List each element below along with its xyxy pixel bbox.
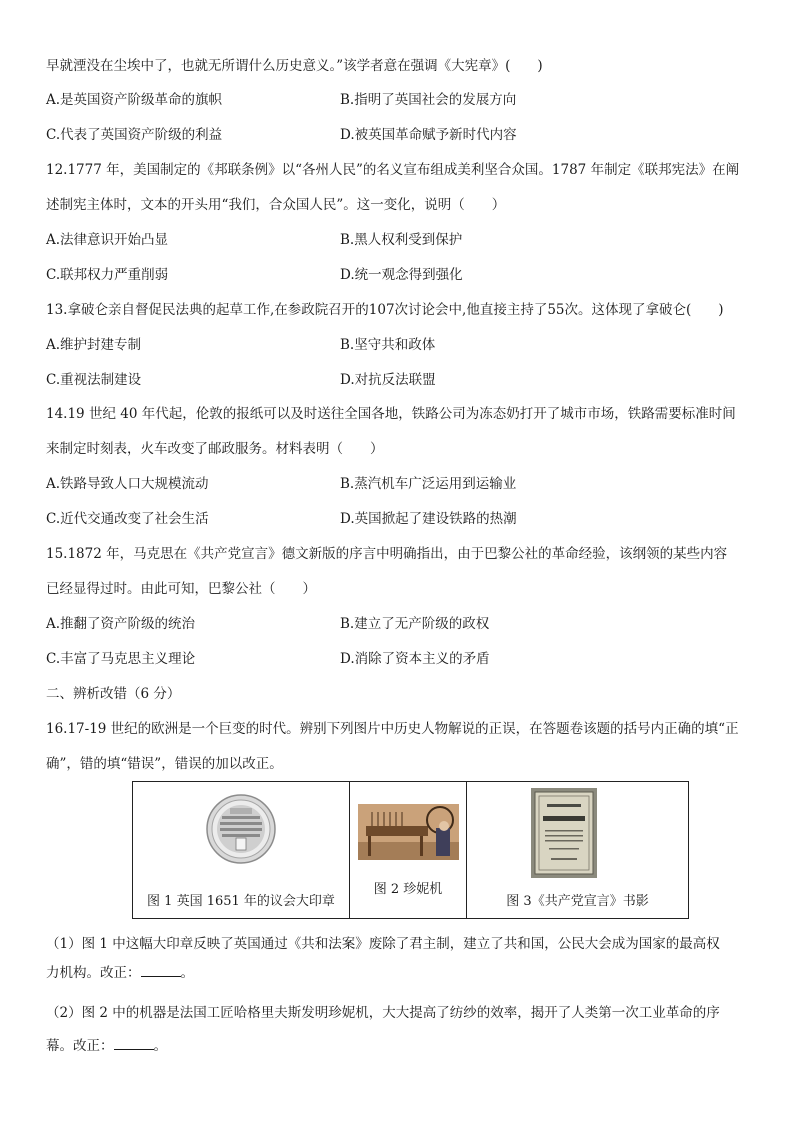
- q12-option-d: D.统一观念得到强化: [340, 267, 463, 283]
- part1-answer-blank[interactable]: [141, 964, 181, 977]
- spinning-jenny-image: [358, 804, 459, 860]
- part1-end-mark: 。: [180, 965, 194, 981]
- q14-option-b: B.蒸汽机车广泛运用到运输业: [340, 476, 517, 492]
- q12-option-b: B.黑人权利受到保护: [340, 232, 463, 248]
- question-14-stem-line2: 来制定时刻表，火车改变了邮政服务。材料表明（ ）: [46, 441, 384, 457]
- question-16-part1-line2: [46, 963, 194, 983]
- q15-option-d: D.消除了资本主义的矛盾: [340, 651, 490, 667]
- figure-3-cell: [467, 782, 688, 918]
- question-14-stem-line1: 14.19 世纪 40 年代起，伦敦的报纸可以及时送往全国各地，铁路公司为冻态奶打开了城市市场，铁路需要标准时间: [46, 406, 736, 422]
- part1-correction-label: 力机构。改正：: [46, 965, 141, 981]
- figure-1-cell: [133, 782, 350, 918]
- figure-3-caption: 图 3《共产党宣言》书影: [506, 894, 649, 909]
- q15-option-b: B.建立了无产阶级的政权: [340, 616, 490, 632]
- question-16-stem-line1: 16.17-19 世纪的欧洲是一个巨变的时代。辨别下列图片中历史人物解说的正误，在答题卷该题的括号内正确的填“正: [46, 721, 739, 737]
- part2-correction-label: 幕。改正：: [46, 1038, 114, 1054]
- question-16-part1-line1: （1）图 1 中这幅大印章反映了英国通过《共和法案》废除了君主制，建立了共和国，公民大会成为国家的最高权: [46, 936, 720, 952]
- question-16-part2-line1: （2）图 2 中的机器是法国工匠哈格里夫斯发明珍妮机，大大提高了纺纱的效率，揭开了人类第一次工业革命的序: [46, 1005, 720, 1021]
- section-2-heading: 二、辨析改错（6 分）: [46, 686, 181, 702]
- question-15-stem-line2: 已经显得过时。由此可知，巴黎公社（ ）: [46, 581, 316, 597]
- question-16-stem-line2: 确”，错的填“错误”，错误的加以改正。: [46, 756, 283, 772]
- part2-answer-blank[interactable]: [114, 1037, 154, 1050]
- q11-option-a: A.是英国资产阶级革命的旗帜: [46, 92, 223, 108]
- great-seal-image: [206, 794, 276, 864]
- question-12-stem-line2: 述制宪主体时，文本的开头用“我们，合众国人民”。这一变化，说明（ ）: [46, 197, 506, 213]
- figure-table: [132, 781, 689, 919]
- q15-option-c: C.丰富了马克思主义理论: [46, 651, 196, 667]
- manifesto-book-image: [531, 788, 597, 878]
- q13-option-b: B.坚守共和政体: [340, 337, 436, 353]
- question-12-stem-line1: 12.1777 年，美国制定的《邦联条例》以“各州人民”的名义宣布组成美利坚合众国。1787 年制定《联邦宪法》在阐: [46, 162, 740, 178]
- q11-option-b: B.指明了英国社会的发展方向: [340, 92, 517, 108]
- question-16-part2-line2: [46, 1036, 167, 1056]
- q15-option-a: A.推翻了资产阶级的统治: [46, 616, 196, 632]
- q14-option-a: A.铁路导致人口大规模流动: [46, 476, 209, 492]
- figure-2-caption: 图 2 珍妮机: [373, 882, 443, 897]
- q14-option-c: C.近代交通改变了社会生活: [46, 511, 209, 527]
- part2-end-mark: 。: [153, 1038, 167, 1054]
- q13-option-c: C.重视法制建设: [46, 372, 142, 388]
- q14-option-d: D.英国掀起了建设铁路的热潮: [340, 511, 517, 527]
- figure-1-caption: 图 1 英国 1651 年的议会大印章: [147, 894, 335, 909]
- question-11-stem-tail: 早就湮没在尘埃中了，也就无所谓什么历史意义。”该学者意在强调《大宪章》( ): [46, 58, 543, 74]
- q13-option-a: A.维护封建专制: [46, 337, 142, 353]
- q11-option-d: D.被英国革命赋予新时代内容: [340, 127, 517, 143]
- q12-option-a: A.法律意识开始凸显: [46, 232, 169, 248]
- q11-option-c: C.代表了英国资产阶级的利益: [46, 127, 223, 143]
- figure-2-cell: [350, 782, 467, 918]
- question-15-stem-line1: 15.1872 年，马克思在《共产党宣言》德文新版的序言中明确指出，由于巴黎公社的革命经验，该纲领的某些内容: [46, 546, 728, 562]
- q12-option-c: C.联邦权力严重削弱: [46, 267, 169, 283]
- question-13-stem: 13.拿破仑亲自督促民法典的起草工作,在参政院召开的107次讨论会中,他直接主持了55次。这体现了拿破仑( ): [46, 302, 724, 318]
- q13-option-d: D.对抗反法联盟: [340, 372, 436, 388]
